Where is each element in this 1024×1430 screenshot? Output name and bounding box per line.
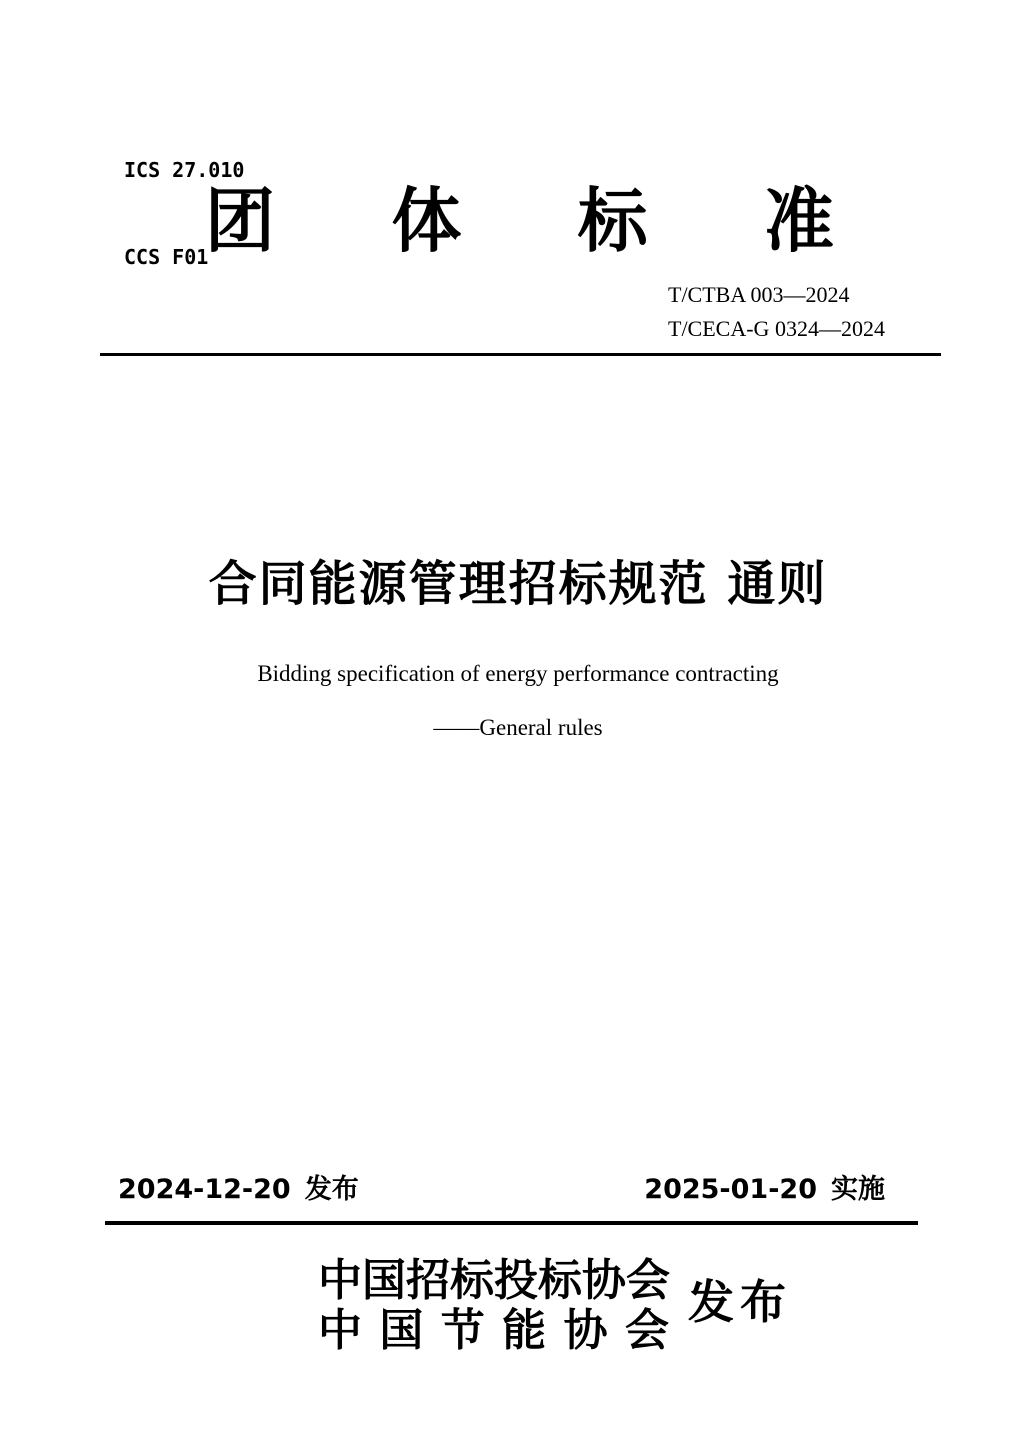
publisher-secondary (318, 1306, 669, 1356)
standard-numbers (668, 278, 885, 346)
standard-number-secondary: T/CECA-G 0324—2024 (668, 316, 885, 341)
char: 能 (502, 1306, 547, 1355)
ccs-code: CCS F01 (124, 245, 209, 269)
issue-date-label: 发布 (304, 1174, 359, 1205)
publisher-primary: 中国招标投标协会 (318, 1256, 670, 1305)
date-row (118, 1172, 885, 1207)
document-type-title (205, 180, 834, 262)
publish-action-label: 发布 (688, 1277, 792, 1328)
ics-code: ICS 27.010 (124, 158, 245, 182)
document-title-en: Bidding specification of energy performance contracting (257, 661, 779, 686)
document-subtitle-en: ——General rules (433, 715, 603, 740)
issue-date (118, 1172, 359, 1207)
char: 标 (577, 180, 648, 262)
footer-divider-line (105, 1221, 918, 1225)
char: 节 (440, 1306, 485, 1355)
char: 协 (563, 1306, 608, 1355)
char: 团 (205, 180, 275, 262)
implementation-date (644, 1172, 885, 1207)
char: 准 (763, 180, 834, 262)
issue-date-value: 2024-12-20 (118, 1174, 291, 1205)
char: 体 (391, 180, 462, 262)
implementation-date-label: 实施 (831, 1174, 885, 1205)
char: 国 (379, 1306, 424, 1355)
standard-number-primary: T/CTBA 003—2024 (668, 282, 850, 307)
char: 中 (318, 1306, 362, 1355)
header-divider-line (100, 353, 941, 356)
document-title-cn: 合同能源管理招标规范 通则 (208, 556, 828, 612)
implementation-date-value: 2025-01-20 (644, 1174, 817, 1205)
char: 会 (624, 1306, 669, 1355)
